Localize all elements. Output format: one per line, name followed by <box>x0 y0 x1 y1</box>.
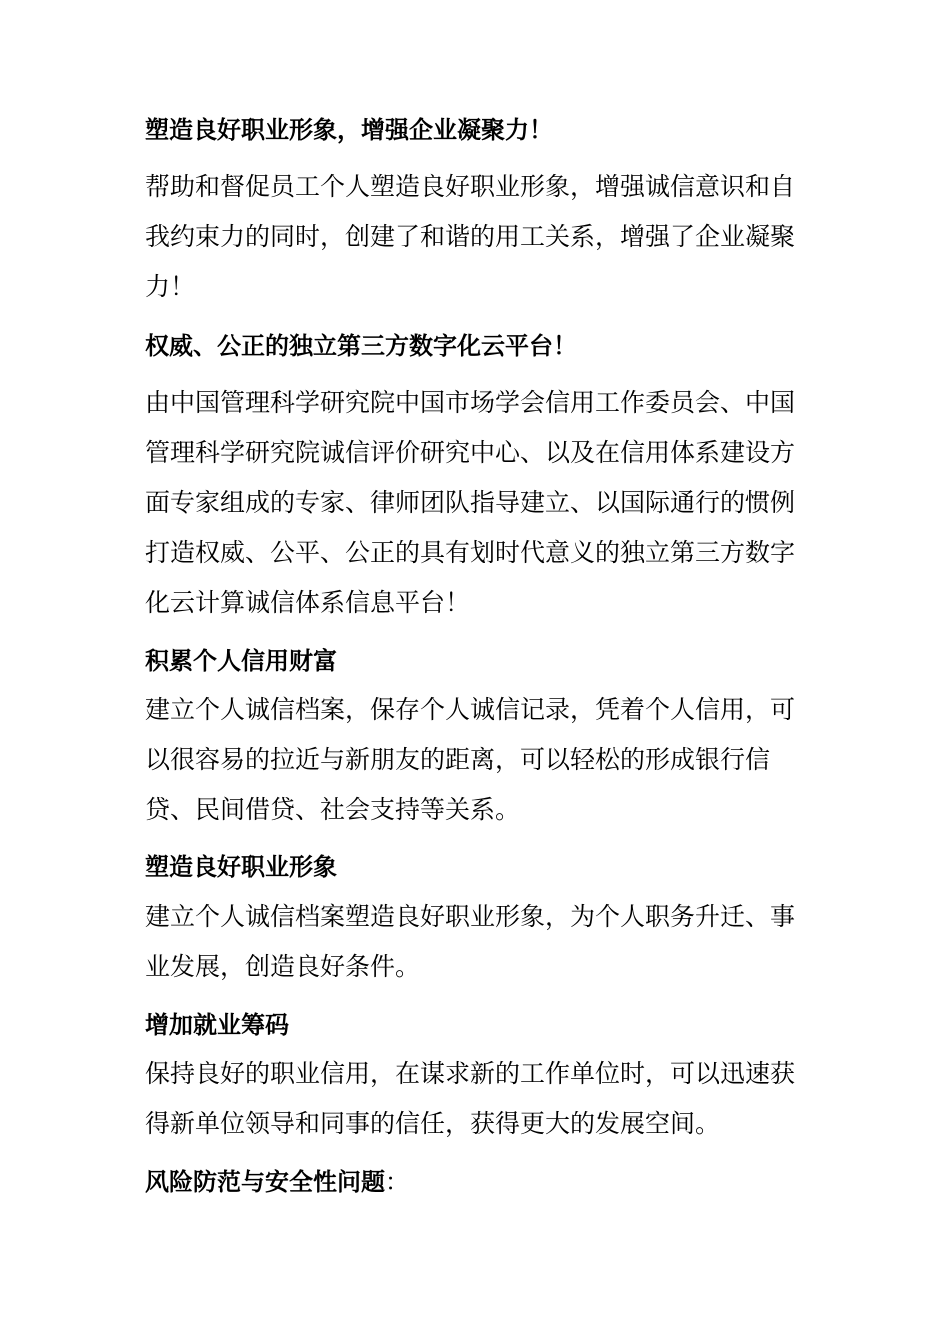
paragraph-line: 建立个人诚信档案，保存个人诚信记录，凭着个人信用，可 <box>145 695 796 724</box>
paragraph-line: 建立个人诚信档案塑造良好职业形象，为个人职务升迁、事 <box>145 902 796 931</box>
section-heading-authoritative-platform: 权威、公正的独立第三方数字化云平台！ <box>145 332 577 360</box>
paragraph-line: 由中国管理科学研究院中国市场学会信用工作委员会、中国 <box>145 388 796 417</box>
section-heading-career-image: 塑造良好职业形象 <box>145 853 337 881</box>
paragraph-line: 帮助和督促员工个人塑造良好职业形象，增强诚信意识和自 <box>145 172 796 201</box>
paragraph-line: 保持良好的职业信用，在谋求新的工作单位时，可以迅速获 <box>145 1059 796 1088</box>
section-heading-professional-image: 塑造良好职业形象，增强企业凝聚力！ <box>145 116 553 144</box>
paragraph-line: 面专家组成的专家、律师团队指导建立、以国际通行的惯例 <box>145 488 796 517</box>
paragraph-line: 得新单位领导和同事的信任，获得更大的发展空间。 <box>145 1109 721 1138</box>
section-paragraph-authoritative-platform <box>145 378 795 628</box>
paragraph-line: 管理科学研究院诚信评价研究中心、以及在信用体系建设方 <box>145 438 796 467</box>
heading-text: 风险防范与安全性问题 <box>145 1168 385 1196</box>
paragraph-line: 化云计算诚信体系信息平台！ <box>145 588 471 617</box>
section-heading-credit-wealth: 积累个人信用财富 <box>145 647 337 675</box>
paragraph-line: 力！ <box>145 272 196 301</box>
paragraph-line: 我约束力的同时，创建了和谐的用工关系，增强了企业凝聚 <box>145 222 796 251</box>
section-heading-risk-security <box>145 1165 409 1199</box>
section-paragraph-credit-wealth <box>145 685 795 835</box>
section-paragraph-career-image <box>145 892 795 992</box>
paragraph-line: 打造权威、公平、公正的具有划时代意义的独立第三方数字 <box>145 538 796 567</box>
paragraph-line: 以很容易的拉近与新朋友的距离，可以轻松的形成银行信 <box>145 745 771 774</box>
section-paragraph-employment-edge <box>145 1049 795 1149</box>
section-heading-employment-edge: 增加就业筹码 <box>145 1011 289 1039</box>
section-paragraph-professional-image <box>145 162 795 312</box>
paragraph-line: 业发展，创造良好条件。 <box>145 952 421 981</box>
paragraph-line: 贷、民间借贷、社会支持等关系。 <box>145 795 521 824</box>
heading-colon: ： <box>385 1168 409 1196</box>
